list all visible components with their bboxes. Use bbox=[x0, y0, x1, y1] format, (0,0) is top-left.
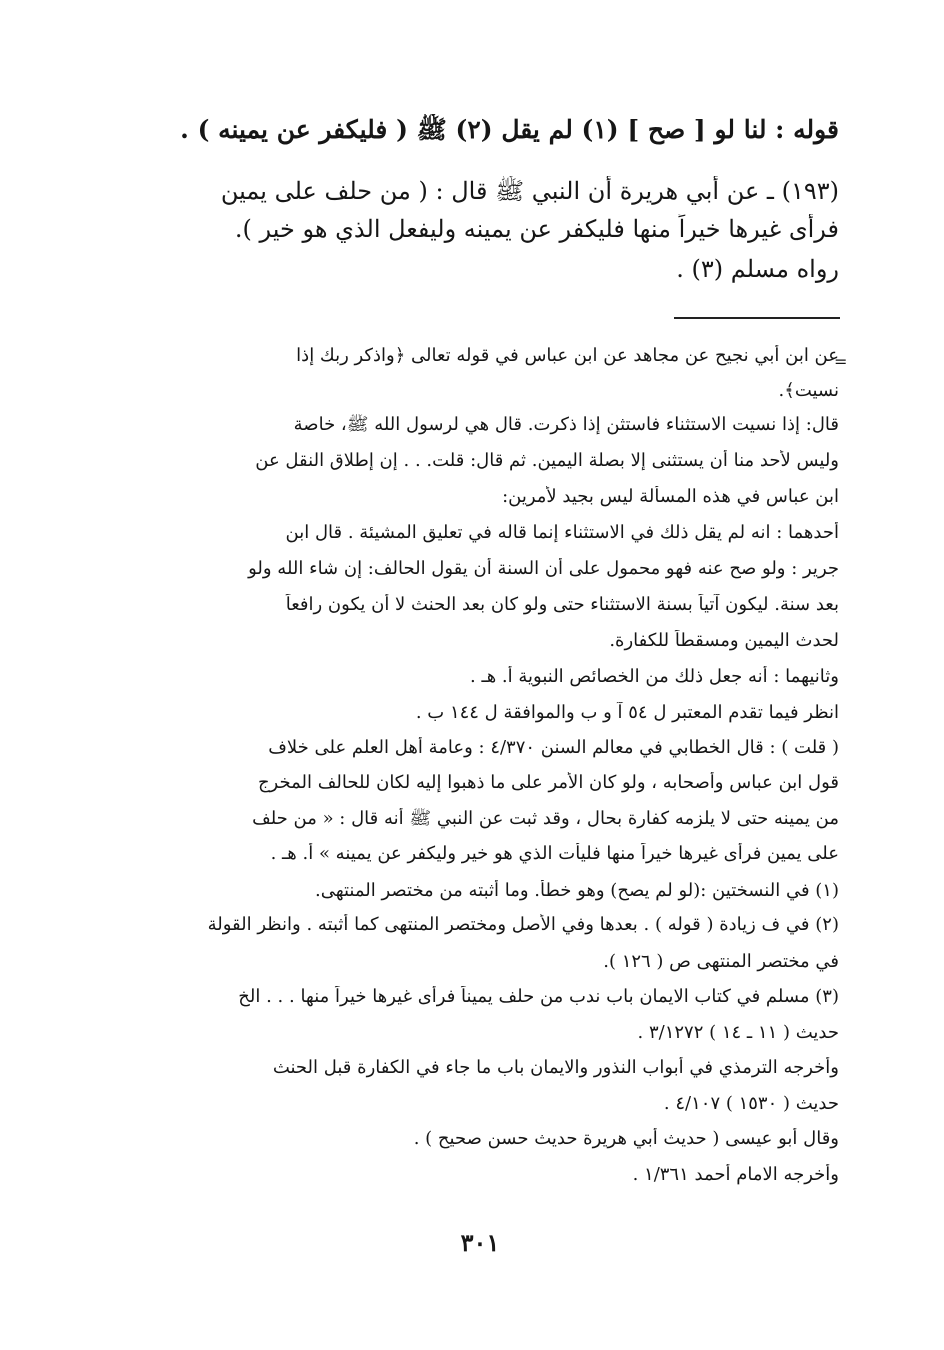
hadith-line-2: فرأى غيرها خيراً منها فليكفر عن يمينه وليفعل الذي هو خير ). bbox=[234, 215, 839, 243]
commentary-line-7: جرير : ولو صح عنه فهو محمول على أن السنة أن يقول الحالف: إن شاء الله ولو bbox=[248, 558, 839, 579]
footnote-3-line-2: حديث ( ١١ ـ ١٤ ) ٣/١٢٧٢ . bbox=[637, 1022, 839, 1043]
commentary-line-8: بعد سنة. ليكون آتياً بسنة الاستثناء حتى ولو كان بعد الحنث لا أن يكون رافعاً bbox=[285, 594, 839, 615]
commentary-line-2: نسيت﴾. bbox=[778, 380, 839, 401]
commentary-line-11: انظر فيما تقدم المعتبر ل ٥٤ آ و ب والموافقة ل ١٤٤ ب . bbox=[415, 702, 839, 723]
commentary-line-6: أحدهما : انه لم يقل ذلك في الاستثناء إنما قاله في تعليق المشيئة . قال ابن bbox=[285, 522, 839, 543]
footnote-2-continued: في مختصر المنتهى ص ( ١٢٦ ). bbox=[603, 951, 839, 972]
commentary-line-15: على يمين فرأى غيرها خيراً منها فليأت الذي هو خير وليكفر عن يمينه » أ. هـ . bbox=[270, 843, 839, 864]
footnote-3: (٣) مسلم في كتاب الايمان باب ندب من حلف يميناً فرأى غيرها خيراً منها . . . الخ bbox=[238, 986, 839, 1007]
commentary-line-13: قول ابن عباس وأصحابه ، ولو كان الأمر على ما ذهبوا إليه لكان للحالف المخرج bbox=[257, 772, 839, 793]
footnote-1: (١) في النسختين :(لو لم يصح) وهو خطأ. وما أثبته من مختصر المنتهى. bbox=[314, 880, 839, 901]
footnote-3-line-6: وأخرجه الامام أحمد ١/٣٦١ . bbox=[632, 1164, 839, 1185]
commentary-line-5: ابن عباس في هذه المسألة ليس بجيد لأمرين: bbox=[502, 486, 839, 507]
footnote-3-line-3: وأخرجه الترمذي في أبواب النذور والايمان باب ما جاء في الكفارة قبل الحنث bbox=[272, 1057, 839, 1078]
footnote-3-line-5: وقال أبو عيسى ( حديث أبي هريرة حديث حسن صحيح ) . bbox=[413, 1128, 839, 1149]
commentary-line-10: وثانيهما : أنه جعل ذلك من الخصائص النبوية أ. هـ . bbox=[470, 666, 839, 687]
section-heading: قوله : لنا لو [ صح ] (١) لم يقل (٢) ﷺ ( فليكفر عن يمينه ) . bbox=[180, 115, 839, 144]
hadith-line-3: رواه مسلم (٣) . bbox=[676, 255, 839, 283]
commentary-line-4: وليس لأحد منا أن يستثنى إلا بصلة اليمين. ثم قال: قلت. . . إن إطلاق النقل عن bbox=[255, 450, 839, 471]
continuation-mark: = bbox=[834, 352, 848, 371]
page-number: ٣٠١ bbox=[460, 1228, 500, 1257]
commentary-line-9: لحدث اليمين ومسقطاً للكفارة. bbox=[609, 630, 839, 651]
footnote-2: (٢) في ف زيادة ( قوله ) . بعدها وفي الأصل ومختصر المنتهى كما أثبته . وانظر القولة bbox=[207, 914, 839, 935]
commentary-line-1: عن ابن أبي نجيح عن مجاهد عن ابن عباس في قوله تعالى ﴿واذكر ربك إذا bbox=[296, 345, 839, 366]
footnote-divider bbox=[674, 317, 840, 319]
footnote-3-line-4: حديث ( ١٥٣٠ ) ٤/١٠٧ . bbox=[663, 1093, 839, 1114]
commentary-line-14: من يمينه حتى لا يلزمه كفارة بحال ، وقد ثبت عن النبي ﷺ أنه قال : « من حلف bbox=[252, 808, 839, 829]
commentary-line-3: قال: إذا نسيت الاستثناء فاستثن إذا ذكرت. قال هي لرسول الله ﷺ، خاصة bbox=[293, 414, 839, 435]
commentary-line-12: ( قلت ) : قال الخطابي في معالم السنن ٤/٣٧٠ : وعامة أهل العلم على خلاف bbox=[268, 737, 839, 758]
hadith-line-1: (١٩٣) ـ عن أبي هريرة أن النبي ﷺ قال : ( من حلف على يمين bbox=[220, 177, 839, 205]
